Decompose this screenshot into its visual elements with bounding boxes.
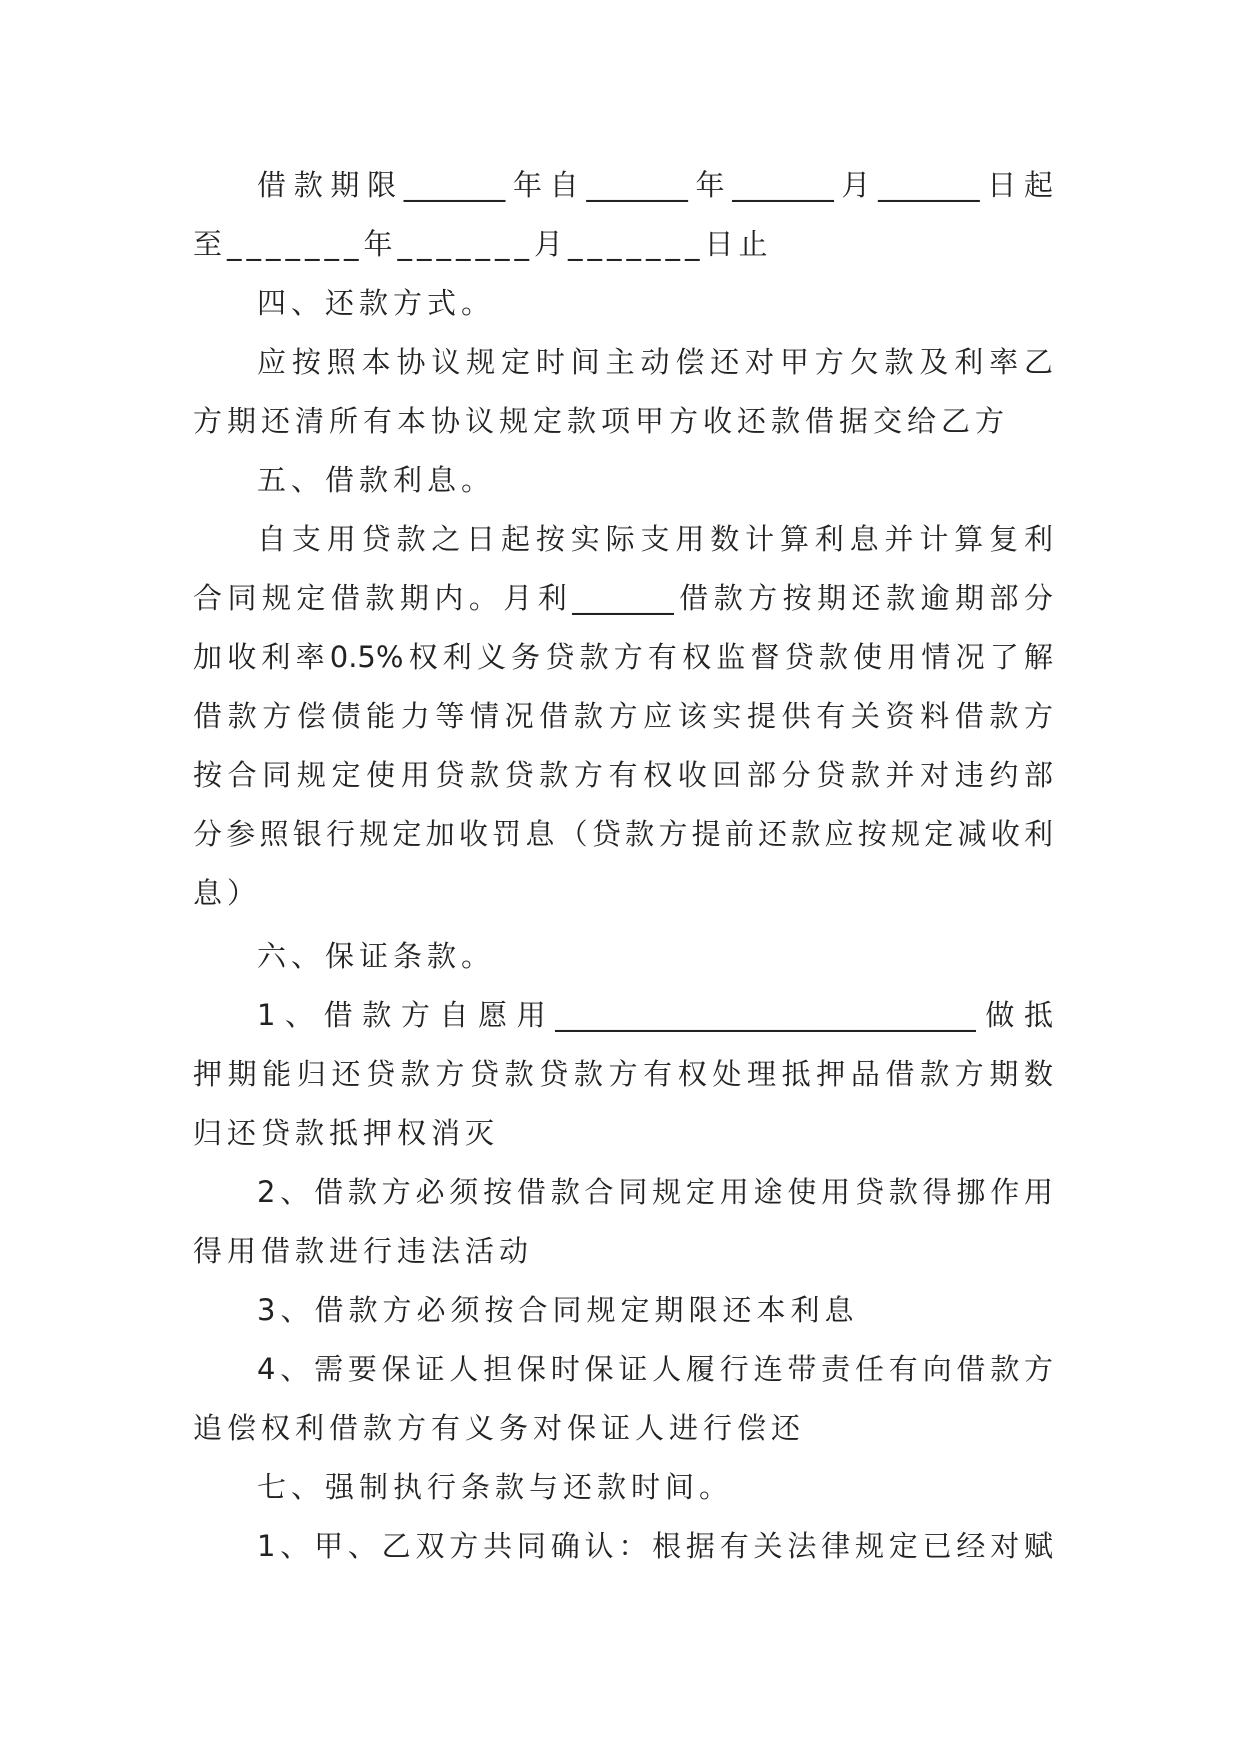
guarantee-item-2-line-2: 得用借款进行违法活动 [193, 1234, 534, 1268]
section-four-heading: 四、还款方式。 [257, 286, 496, 320]
loan-term-end-line: 至_______年_______月_______日止 [193, 227, 773, 261]
interest-text-line-7: 息） [193, 876, 262, 910]
repayment-text-line-2: 方期还清所有本协议规定款项甲方收还款借据交给乙方 [193, 404, 1010, 438]
interest-text-line-1: 自支用贷款之日起按实际支用数计算利息并计算复利 [257, 522, 1053, 556]
interest-text-line-2: 合同规定借款期内。月利_______借款方按期还款逾期部分 [193, 581, 1053, 615]
enforcement-item-1-line-1: 1、甲、乙双方共同确认：根据有关法律规定已经对赋 [257, 1529, 1053, 1563]
guarantee-item-1-line-3: 归还贷款抵押权消灭 [193, 1116, 500, 1150]
repayment-text-line-1: 应按照本协议规定时间主动偿还对甲方欠款及利率乙 [257, 345, 1053, 379]
guarantee-item-1-line-1: 1、借款方自愿用_____________________________做抵 [257, 998, 1053, 1032]
guarantee-item-4-line-2: 追偿权利借款方有义务对保证人进行偿还 [193, 1411, 806, 1445]
interest-text-line-5: 按合同规定使用贷款贷款方有权收回部分贷款并对违约部 [193, 758, 1053, 792]
guarantee-item-2-line-1: 2、借款方必须按借款合同规定用途使用贷款得挪作用 [257, 1175, 1053, 1209]
guarantee-item-3: 3、借款方必须按合同规定期限还本利息 [257, 1293, 859, 1327]
interest-text-line-4: 借款方偿债能力等情况借款方应该实提供有关资料借款方 [193, 699, 1053, 733]
interest-text-line-6: 分参照银行规定加收罚息（贷款方提前还款应按规定减收利 [193, 817, 1053, 851]
section-seven-heading: 七、强制执行条款与还款时间。 [257, 1470, 734, 1504]
interest-text-line-3: 加收利率0.5%权利义务贷款方有权监督贷款使用情况了解 [193, 640, 1053, 674]
loan-term-line: 借款期限_______年自_______年_______月_______日起 [257, 168, 1053, 202]
document-body [193, 156, 1053, 1576]
guarantee-item-1-line-2: 押期能归还贷款方贷款贷款方有权处理抵押品借款方期数 [193, 1057, 1053, 1091]
guarantee-item-4-line-1: 4、需要保证人担保时保证人履行连带责任有向借款方 [257, 1352, 1053, 1386]
section-five-heading: 五、借款利息。 [257, 463, 496, 497]
section-six-heading: 六、保证条款。 [257, 939, 496, 973]
